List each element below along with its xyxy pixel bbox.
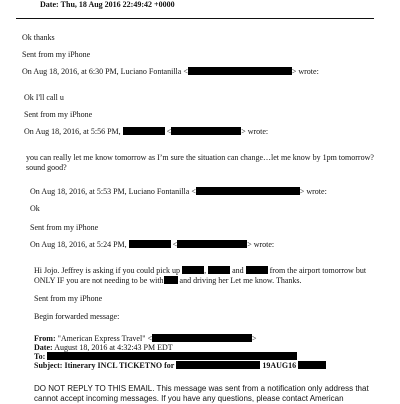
redacted-email bbox=[188, 67, 292, 75]
message-3-quote-header bbox=[30, 187, 327, 197]
text-fragment: , bbox=[204, 266, 207, 275]
redacted-email bbox=[152, 334, 252, 342]
message-4-body: Ok bbox=[30, 204, 40, 213]
redacted-name bbox=[208, 266, 230, 274]
quote-prefix: On Aug 18, 2016, at 6:30 PM, Luciano Fontanilla < bbox=[22, 67, 188, 76]
quote-prefix: On Aug 18, 2016, at 5:53 PM, Luciano Fontanilla < bbox=[30, 187, 196, 196]
redacted-name bbox=[246, 266, 268, 274]
footer-line-2: cannot accept incoming messages. If you have any questions, please contact American bbox=[34, 394, 344, 403]
text-fragment: from the airport tomorrow but bbox=[269, 266, 367, 275]
redacted-email bbox=[196, 187, 300, 195]
redacted-name bbox=[182, 266, 207, 275]
quote-suffix: > wrote: bbox=[241, 127, 269, 136]
quote-bracket: < bbox=[166, 127, 172, 136]
message-4-signature: Sent from my iPhone bbox=[30, 223, 99, 232]
redacted-name bbox=[164, 276, 178, 284]
date-header bbox=[40, 0, 175, 10]
to-label: To: bbox=[34, 352, 46, 361]
message-2-quote-header bbox=[24, 127, 268, 137]
text-fragment: and bbox=[232, 266, 244, 275]
message-4-quote-header bbox=[30, 240, 274, 250]
quote-suffix: > wrote: bbox=[291, 67, 319, 76]
subject-code: 19AUG16 bbox=[262, 361, 297, 370]
redacted-email bbox=[171, 127, 241, 135]
date-value: Thu, 18 Aug 2016 22:49:42 +0000 bbox=[60, 0, 175, 9]
subject-value: Itinerary INCL TICKETNO for bbox=[64, 361, 175, 370]
date-label: Date: bbox=[34, 343, 53, 352]
forwarded-message-label: Begin forwarded message: bbox=[34, 312, 120, 321]
message-1-body: Ok thanks bbox=[22, 33, 55, 42]
message-5-line-1 bbox=[34, 266, 366, 276]
text-fragment: and driving her Let me know. Thanks. bbox=[179, 276, 302, 285]
from-label: From: bbox=[34, 334, 56, 343]
forward-subject bbox=[34, 361, 326, 371]
message-2-signature: Sent from my iPhone bbox=[24, 110, 93, 119]
redacted-ticket bbox=[176, 361, 260, 369]
message-1-quote-header bbox=[22, 67, 319, 77]
from-value: "American Express Travel" < bbox=[57, 334, 152, 343]
message-3-body-line-1: you can really let me know tomorrow as I’m sure the situation can change…let me know by 1pm tomorrow? bbox=[26, 153, 374, 162]
redacted-ticket-suffix bbox=[298, 361, 326, 369]
redacted-name bbox=[129, 240, 171, 248]
quote-suffix: > wrote: bbox=[247, 240, 275, 249]
redacted-email bbox=[177, 240, 247, 248]
message-1-signature: Sent from my iPhone bbox=[22, 50, 91, 59]
date-label: Date: bbox=[40, 0, 59, 9]
footer-line-1: DO NOT REPLY TO THIS EMAIL. This message was sent from a notification only address that bbox=[34, 384, 369, 393]
quote-prefix: On Aug 18, 2016, at 5:24 PM, bbox=[30, 240, 127, 249]
message-5-signature: Sent from my iPhone bbox=[34, 294, 103, 303]
header-divider bbox=[16, 18, 374, 19]
redacted-recipient bbox=[47, 352, 297, 360]
message-5-line-2 bbox=[34, 276, 302, 286]
message-3-body-line-2: sound good? bbox=[26, 163, 67, 172]
quote-prefix: On Aug 18, 2016, at 5:56 PM, bbox=[24, 127, 121, 136]
date-value: August 18, 2016 at 4:32:43 PM EDT bbox=[54, 343, 173, 352]
redacted-name bbox=[123, 127, 165, 135]
from-close: > bbox=[251, 334, 257, 343]
text-fragment: ONLY IF you are not needing to be with bbox=[34, 276, 164, 285]
quote-bracket: < bbox=[172, 240, 178, 249]
message-2-body: Ok I'll call u bbox=[24, 93, 64, 102]
subject-label: Subject: bbox=[34, 361, 63, 370]
quote-suffix: > wrote: bbox=[299, 187, 327, 196]
text-fragment: Hi Jojo. Jeffrey is asking if you could pick up bbox=[34, 266, 181, 275]
